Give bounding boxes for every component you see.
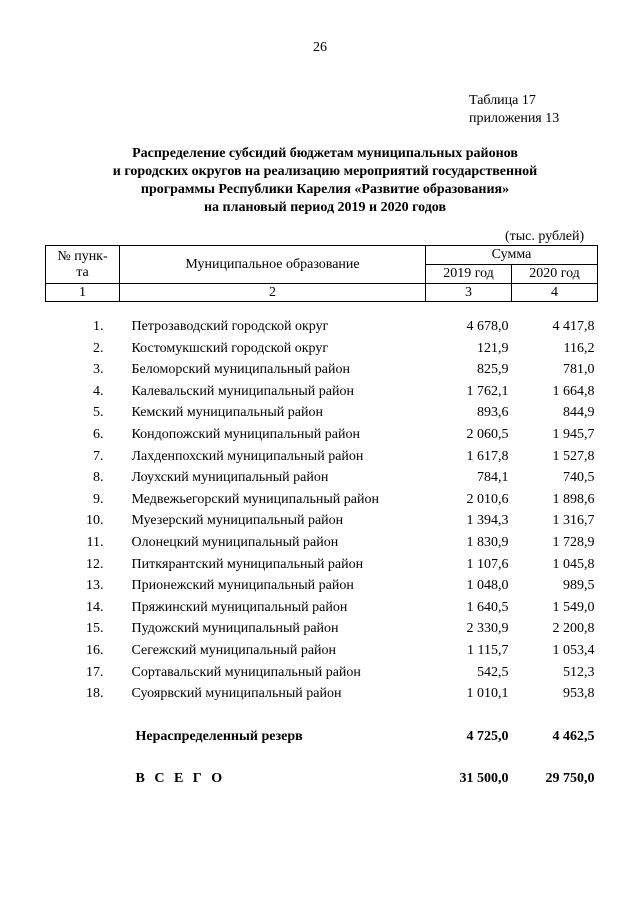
row-municipality: Пряжинский муниципальный район: [131, 599, 348, 615]
row-value-2019: 542,5: [477, 664, 509, 680]
row-municipality: Сортавальский муниципальный район: [131, 664, 361, 680]
total-row: [46, 767, 598, 791]
row-value-2019: 2 010,6: [466, 491, 509, 507]
row-number: 12.: [86, 556, 104, 572]
row-value-2020: 1 316,7: [552, 513, 595, 529]
document-title: [60, 145, 590, 217]
row-municipality: Муезерский муниципальный район: [131, 513, 344, 529]
row-value-2020: 116,2: [563, 340, 595, 356]
row-value-2020: 1 053,4: [552, 642, 595, 658]
reserve-row-value-2019: 4 725,0: [466, 728, 509, 744]
row-number: 15.: [86, 621, 104, 637]
row-number: 8.: [93, 470, 104, 486]
row-municipality: Пудожский муниципальный район: [131, 621, 339, 637]
row-number: 6.: [93, 426, 104, 442]
row-value-2019: 1 010,1: [466, 686, 509, 702]
row-value-2019: 1 617,8: [466, 448, 509, 464]
row-number: 2.: [93, 340, 104, 356]
column-index: 1: [46, 284, 120, 302]
row-value-2019: 1 394,3: [466, 513, 509, 529]
row-number: 10.: [86, 513, 104, 529]
row-municipality: Костомукшский городской округ: [131, 340, 329, 356]
row-value-2019: 784,1: [477, 470, 509, 486]
row-value-2020: 512,3: [563, 664, 595, 680]
row-municipality: Суоярвский муниципальный район: [131, 686, 342, 702]
table-row: [46, 683, 598, 705]
row-number: 5.: [93, 405, 104, 421]
row-municipality: Прионежский муниципальный район: [131, 578, 354, 594]
row-number: 1.: [93, 319, 104, 334]
table-row: [46, 618, 598, 640]
row-municipality: Кемский муниципальный район: [131, 405, 323, 421]
row-value-2020: 4 417,8: [552, 319, 595, 334]
table-row: [46, 662, 598, 684]
table-row: [46, 424, 598, 446]
page-number: 26: [313, 40, 327, 55]
table-row: [46, 510, 598, 532]
table-number: Таблица 17: [469, 93, 536, 108]
row-number: 13.: [86, 578, 104, 594]
table-row: [46, 597, 598, 619]
column-index: 3: [426, 284, 512, 302]
reserve-label: Нераспределенный резерв: [135, 728, 303, 744]
row-number: 17.: [86, 664, 104, 680]
title-line: Распределение субсидий бюджетам муниципальных районов: [132, 146, 518, 161]
row-number: 3.: [93, 362, 104, 378]
row-number: 16.: [86, 642, 104, 658]
row-value-2019: 1 115,7: [467, 642, 509, 658]
row-value-2020: 1 945,7: [552, 426, 595, 442]
row-value-2020: 781,0: [563, 362, 595, 378]
row-municipality: Питкярантский муниципальный район: [131, 556, 364, 572]
row-number: 18.: [86, 686, 104, 702]
row-value-2020: 953,8: [563, 686, 595, 702]
header-item-number: № пунк- та: [46, 246, 120, 284]
row-value-2019: 1 640,5: [466, 599, 509, 615]
row-municipality: Медвежьегорский муниципальный район: [131, 491, 379, 507]
row-number: 9.: [93, 491, 104, 507]
table-row: [46, 381, 598, 403]
row-value-2019: 1 107,6: [466, 556, 509, 572]
row-municipality: Сегежский муниципальный район: [131, 642, 337, 658]
row-value-2020: 1 728,9: [552, 534, 595, 550]
row-value-2020: 1 045,8: [552, 556, 595, 572]
row-value-2019: 1 830,9: [466, 534, 509, 550]
table-row: [46, 532, 598, 554]
row-number: 7.: [93, 448, 104, 464]
row-value-2020: 740,5: [563, 470, 595, 486]
header-year-2020: 2020 год: [512, 265, 598, 284]
row-municipality: Кондопожский муниципальный район: [131, 426, 360, 442]
row-municipality: Петрозаводский городской округ: [131, 319, 329, 334]
title-line: на плановый период 2019 и 2020 годов: [203, 200, 447, 215]
header-sum: Сумма: [426, 246, 598, 265]
column-index: 2: [120, 284, 426, 302]
row-municipality: Лоухский муниципальный район: [131, 470, 329, 486]
row-value-2020: 989,5: [563, 578, 595, 594]
title-line: и городских округов на реализацию мероприятий государственной: [112, 164, 538, 179]
row-value-2019: 1 762,1: [466, 383, 509, 399]
row-value-2019: 2 060,5: [466, 426, 509, 442]
row-value-2019: 121,9: [477, 340, 509, 356]
row-value-2020: 2 200,8: [552, 621, 595, 637]
row-municipality: Олонецкий муниципальный район: [131, 534, 339, 550]
row-value-2019: 893,6: [477, 405, 509, 421]
units-note: (тыс. рублей): [505, 229, 585, 244]
table-row: [46, 316, 598, 338]
header-municipality: Муниципальное образование: [120, 246, 426, 284]
row-number: 4.: [93, 383, 104, 399]
table-row: [46, 402, 598, 424]
subsidy-table: [45, 245, 598, 791]
table-row: [46, 575, 598, 597]
total-row-value-2020: 29 750,0: [545, 770, 595, 786]
reserve-row: [46, 725, 598, 749]
total-row-value-2019: 31 500,0: [459, 770, 509, 786]
row-value-2019: 4 678,0: [466, 319, 509, 334]
row-value-2020: 1 527,8: [552, 448, 595, 464]
row-number: 11.: [86, 534, 104, 550]
table-row: [46, 359, 598, 381]
row-value-2019: 1 048,0: [466, 578, 509, 594]
title-line: программы Республики Карелия «Развитие образования»: [140, 182, 510, 197]
reserve-row-value-2020: 4 462,5: [552, 728, 595, 744]
row-value-2020: 1 549,0: [552, 599, 595, 615]
table-row: [46, 554, 598, 576]
header-year-2019: 2019 год: [426, 265, 512, 284]
table-row: [46, 640, 598, 662]
row-value-2020: 1 664,8: [552, 383, 595, 399]
row-value-2019: 2 330,9: [466, 621, 509, 637]
row-value-2020: 1 898,6: [552, 491, 595, 507]
table-row: [46, 338, 598, 360]
appendix-number: приложения 13: [469, 111, 560, 126]
table-row: [46, 446, 598, 468]
row-value-2019: 825,9: [477, 362, 509, 378]
table-row: [46, 489, 598, 511]
row-value-2020: 844,9: [563, 405, 595, 421]
row-number: 14.: [86, 599, 104, 615]
column-index: 4: [512, 284, 598, 302]
row-municipality: Лахденпохский муниципальный район: [131, 448, 364, 464]
total-label: В С Е Г О: [135, 770, 226, 786]
row-municipality: Калевальский муниципальный район: [131, 383, 354, 399]
row-municipality: Беломорский муниципальный район: [131, 362, 350, 378]
table-row: [46, 467, 598, 489]
table-reference: [469, 92, 559, 128]
table-body: [46, 302, 598, 791]
